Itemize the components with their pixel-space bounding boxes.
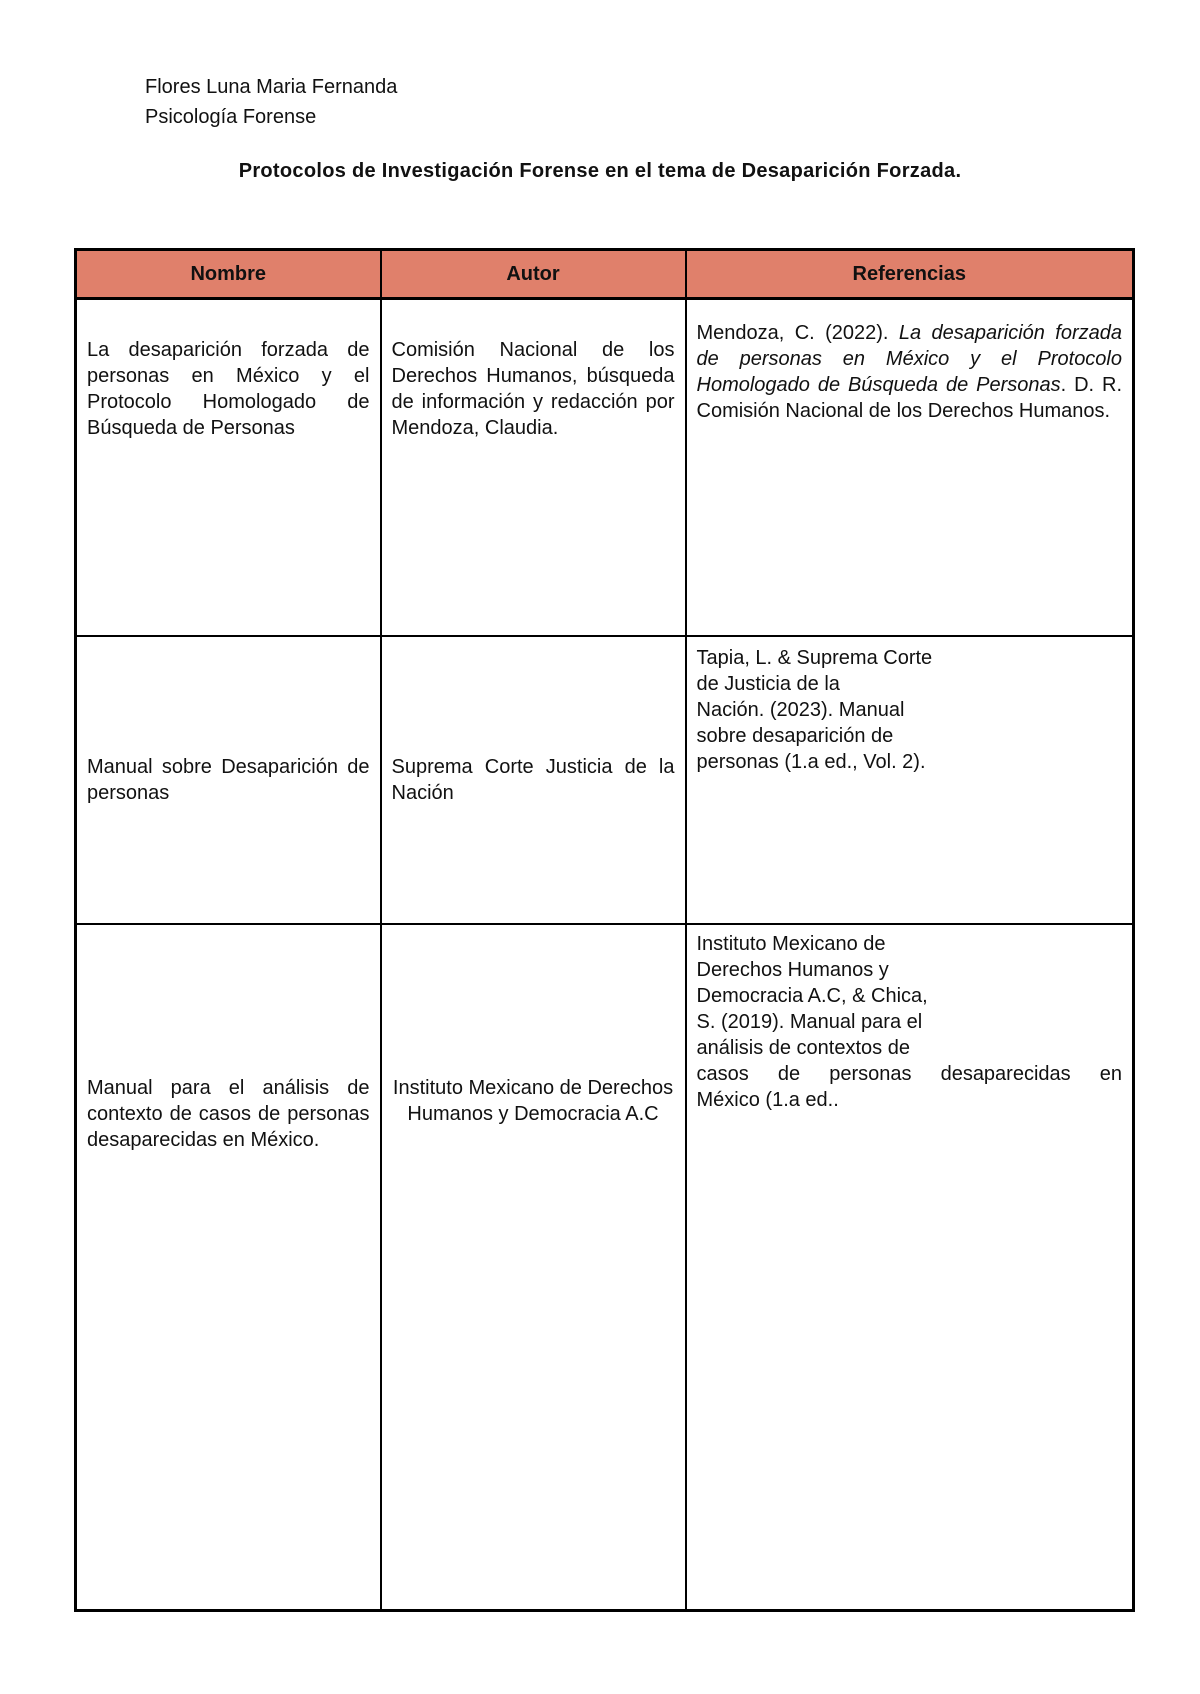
referencia-prefix: Mendoza, C. (2022). <box>696 322 899 344</box>
autor-text: Suprema Corte Justicia de la Nación <box>391 756 675 804</box>
autor-text: Comisión Nacional de los Derechos Humanos, búsqueda de información y redacción por Mendoza, Claudia. <box>391 339 675 439</box>
referencia-line: Tapia, L. & Suprema Corte <box>696 647 933 669</box>
cell-nombre <box>76 924 381 1611</box>
cell-nombre <box>76 299 381 637</box>
cell-referencia <box>686 924 1134 1611</box>
referencia-title: La desaparición forzada de personas en México y el Protocolo Homologado de Búsqueda de Personas <box>696 322 1122 396</box>
referencia-line: Nación. (2023). Manual <box>696 699 905 721</box>
column-header-autor: Autor <box>381 250 686 299</box>
table-row <box>76 636 1134 924</box>
cell-autor <box>381 299 686 637</box>
referencia-line: Democracia A.C, & Chica, <box>696 985 928 1007</box>
cell-referencia <box>686 636 1134 924</box>
cell-autor <box>381 636 686 924</box>
nombre-text: Manual sobre Desaparición de personas <box>87 756 370 804</box>
subject-name: Psicología Forense <box>145 106 317 128</box>
cell-autor <box>381 924 686 1611</box>
referencia-line: de Justicia de la <box>696 673 840 695</box>
table-row <box>76 299 1134 637</box>
column-header-nombre: Nombre <box>76 250 381 299</box>
document-header <box>145 72 397 132</box>
referencia-line: Instituto Mexicano de <box>696 933 886 955</box>
referencia-line: casos de personas desaparecidas en <box>696 1063 1122 1085</box>
protocols-table <box>74 248 1135 1612</box>
autor-text: Instituto Mexicano de Derechos Humanos y Democracia A.C <box>392 1077 674 1125</box>
referencia-text <box>697 320 1123 424</box>
referencia-line: Derechos Humanos y <box>696 959 889 981</box>
referencia-line: sobre desaparición de <box>696 725 894 747</box>
referencia-line: análisis de contextos de <box>696 1037 910 1059</box>
nombre-text: Manual para el análisis de contexto de casos de personas desaparecidas en México. <box>87 1077 370 1151</box>
author-name: Flores Luna Maria Fernanda <box>145 76 398 98</box>
referencia-line: personas (1.a ed., Vol. 2). <box>696 751 926 773</box>
cell-referencia <box>686 299 1134 637</box>
table-row <box>76 924 1134 1611</box>
referencia-line: México (1.a ed.. <box>696 1089 839 1111</box>
table-header-row <box>76 250 1134 299</box>
nombre-text: La desaparición forzada de personas en México y el Protocolo Homologado de Búsqueda de Personas <box>87 339 370 439</box>
document-title: Protocolos de Investigación Forense en el tema de Desaparición Forzada. <box>238 160 962 182</box>
column-header-referencias: Referencias <box>686 250 1134 299</box>
cell-nombre <box>76 636 381 924</box>
referencia-line: S. (2019). Manual para el <box>696 1011 923 1033</box>
referencia-suffix: . D. R. Comisión Nacional de los Derechos Humanos. <box>696 374 1123 422</box>
